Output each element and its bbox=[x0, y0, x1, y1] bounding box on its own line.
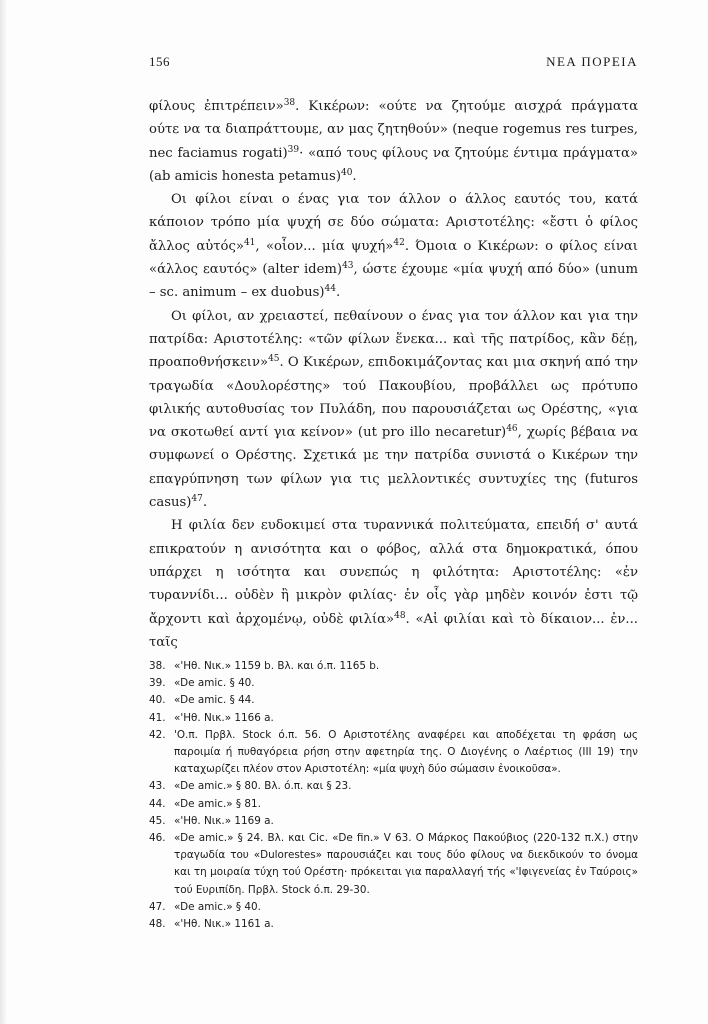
footnote-text: «De amic.» § 24. Βλ. και Cic. «De fin.» V 63. Ο Μάρκος Πακούβιος (220-132 π.Χ.) στην τραγωδία του «Dulorestes» παρουσιάζει και τους δύο φίλους να διεκδικούν το όνομα και τη μοιραία τύχη τού Ορέστη· πρόκειται για παραλλαγή τής «'Ιφιγενείας ἐν Ταύροις» τού Ευριπίδη. Πρβλ. Stock ό.π. 29-30. bbox=[174, 832, 638, 896]
footnote-number: 44. bbox=[149, 797, 166, 810]
footnote-item bbox=[149, 830, 638, 899]
text-segment: Η φιλία δεν ευδοκιμεί στα τυραννικά πολιτεύματα, επειδή σ' αυτά επικρατούν η ανισότητα και ο φόβος, αλλά στα δημοκρατικά, όπου υπάρχει η ισότητα και συνεπώς η φιλότητα: Αριστοτέλης: «ἐν τυραννίδι... οὐδὲν ἢ μικρὸν φιλίας· ἐν οἷς γὰρ μηδὲν κοινόν ἐστι τῷ ἄρχοντι καὶ ἀρχομένῳ, οὐδὲ φιλία» bbox=[149, 518, 638, 627]
text-segment: . bbox=[336, 285, 341, 301]
text-segment: , χωρίς βέβαια να συμφωνεί ο Ορέστης. Σχετικά με την πατρίδα συνιστά ο Κικέρων την επαγρύπνηση των φίλων για τις μελλοντικές συντυχίες της (futuros casus) bbox=[149, 425, 638, 511]
footnote-reference: 46 bbox=[506, 424, 518, 435]
footnote-number: 39. bbox=[149, 677, 166, 690]
footnote-number: 47. bbox=[149, 900, 166, 913]
footnote-reference: 44 bbox=[324, 284, 336, 295]
footnote-reference: 41 bbox=[243, 237, 256, 248]
footnote-number: 42. bbox=[149, 728, 166, 741]
footnote-number: 46. bbox=[149, 832, 166, 845]
footnote-reference: 45 bbox=[268, 354, 280, 365]
footnote-number: 48. bbox=[149, 918, 166, 931]
footnote-item bbox=[149, 916, 638, 933]
footnote-text: «'Ηθ. Νικ.» 1169 a. bbox=[174, 814, 274, 827]
footnote-text: «'Ηθ. Νικ.» 1166 a. bbox=[174, 711, 274, 724]
footnote-item bbox=[149, 710, 638, 727]
footnote-text: «De amic.» § 80. Βλ. ό.π. και § 23. bbox=[174, 780, 352, 793]
page-header bbox=[149, 54, 638, 72]
footnote-item bbox=[149, 813, 638, 830]
text-segment: φίλους ἐπιτρέπειν» bbox=[149, 99, 284, 114]
text-segment: , ώστε έχουμε «μία ψυχή από δύο» (unum – sc. animum – ex duobus) bbox=[149, 262, 638, 301]
footnote-item bbox=[149, 796, 638, 813]
footnote-text: «'Ηθ. Νικ.» 1159 b. Βλ. και ό.π. 1165 b. bbox=[174, 660, 380, 672]
footnote-reference: 43 bbox=[342, 261, 354, 272]
footnote-number: 41. bbox=[149, 711, 166, 724]
text-segment: . Ο Κικέρων, επιδοκιμάζοντας και μια σκηνή από την τραγωδία «Δουλορέστης» τού Πακουβίου, προβάλλει ως πρότυπο φιλικής αυτοθυσίας τον Πυλάδη, που παρουσιάζεται ως Ορέστης, «για να σκοτωθεί αντί για κείνον» (ut pro illo necaretur) bbox=[149, 355, 638, 441]
footnote-item bbox=[149, 675, 638, 692]
page-number: 156 bbox=[149, 54, 170, 69]
footnote-text: 'Ο.π. Πρβλ. Stock ό.π. 56. Ο Αριστοτέλης αναφέρει και αποδέχεται τη φράση ως παροιμία ή πυθαγόρεια ρήση στην αφετηρία της. Ο Διογένης ο Λαέρτιος (III 19) την καταχωρίζει πλέον στον Αριστοτέλη: «μία ψυχὴ δύο σώμασιν ἐνοικοῦσα». bbox=[174, 728, 638, 776]
text-segment: . Όμοια ο Κικέρων: ο φίλος είναι «άλλος εαυτός» (alter idem) bbox=[149, 238, 638, 278]
body-paragraph bbox=[149, 188, 638, 304]
text-segment: Οι φίλοι είναι ο ένας για τον άλλον ο άλλος εαυτός του, κατά κάποιον τρόπο μία ψυχή σε δύο σώματα: Αριστοτέλης: «ἔστι ὁ φίλος ἄλλος αὐτός» bbox=[149, 192, 638, 254]
running-title: ΝΕΑ ΠΟΡΕΙΑ bbox=[546, 54, 638, 69]
footnote-text: «De amic. § 44. bbox=[174, 694, 255, 707]
footnote-number: 45. bbox=[149, 814, 166, 827]
scan-edge-shadow bbox=[0, 0, 7, 1024]
text-segment: · «από τους φίλους να ζητούμε έντιμα πράγματα» (ab amicis honesta petamus) bbox=[149, 145, 638, 184]
footnotes-section bbox=[149, 658, 638, 933]
footnote-number: 40. bbox=[149, 694, 166, 707]
footnote-item bbox=[149, 658, 638, 675]
footnote-item bbox=[149, 899, 638, 916]
footnote-number: 38. bbox=[149, 660, 166, 672]
body-paragraph bbox=[149, 95, 638, 188]
main-text bbox=[149, 95, 638, 654]
footnote-reference: 47 bbox=[191, 494, 203, 505]
footnote-text: «De amic. § 40. bbox=[174, 677, 255, 690]
footnote-item bbox=[149, 778, 638, 795]
footnote-reference: 38 bbox=[283, 98, 296, 108]
text-segment: . «Αἱ φιλίαι καὶ τὸ δίκαιον... ἐν... ταῖς bbox=[149, 611, 638, 650]
footnote-text: «De amic.» § 81. bbox=[174, 797, 261, 810]
footnote-text: «De amic.» § 40. bbox=[174, 900, 261, 913]
body-paragraph bbox=[149, 305, 638, 515]
body-paragraph bbox=[149, 514, 638, 654]
footnote-item bbox=[149, 692, 638, 709]
footnote-reference: 39 bbox=[287, 144, 300, 155]
footnote-reference: 40 bbox=[340, 167, 353, 178]
text-segment: . bbox=[202, 495, 208, 511]
footnote-reference: 48 bbox=[394, 610, 406, 621]
footnote-number: 43. bbox=[149, 780, 166, 793]
footnote-item bbox=[149, 727, 638, 779]
text-segment: . Κικέρων: «ούτε να ζητούμε αισχρά πράγματα ούτε να τα διαπράττουμε, αν μας ζητηθούν» (neque rogemus res turpes, nec faciamus rogati) bbox=[149, 99, 639, 161]
footnote-reference: 42 bbox=[393, 237, 405, 248]
text-segment: Οι φίλοι, αν χρειαστεί, πεθαίνουν ο ένας για τον άλλον και για την πατρίδα: Αριστοτέλης: «τῶν φίλων ἕνεκα... καὶ τῆς πατρίδος, κἂν δέῃ, προαποθνήσκειν» bbox=[149, 308, 638, 371]
text-segment: . bbox=[352, 168, 357, 184]
text-segment: , «οἷον... μία ψυχή» bbox=[255, 238, 394, 254]
footnote-text: «'Ηθ. Νικ.» 1161 a. bbox=[174, 918, 274, 931]
